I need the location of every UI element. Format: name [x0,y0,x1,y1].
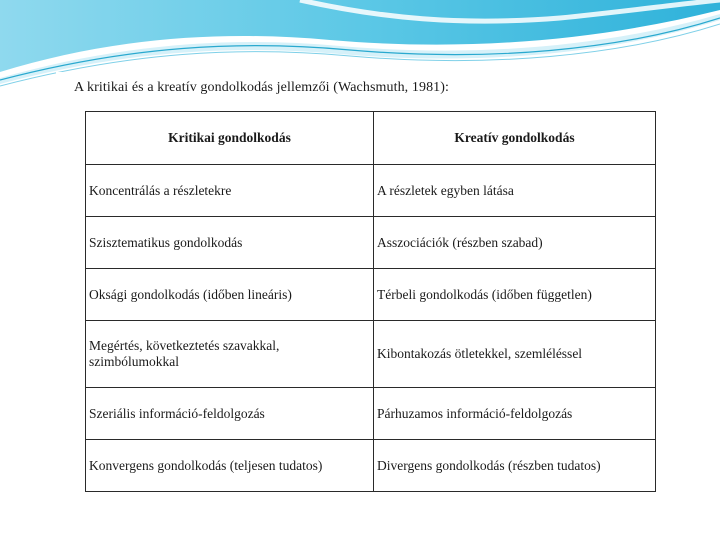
cell-creative: Kibontakozás ötletekkel, szemléléssel [374,321,656,388]
cell-creative: Térbeli gondolkodás (időben független) [374,269,656,321]
cell-critical: Szisztematikus gondolkodás [86,217,374,269]
table-row [86,217,656,269]
table-row [86,388,656,440]
table-row [86,165,656,217]
header-creative-thinking: Kreatív gondolkodás [374,112,656,165]
header-critical-thinking: Kritikai gondolkodás [86,112,374,165]
table-header-row [86,112,656,165]
cell-critical: Koncentrálás a részletekre [86,165,374,217]
table-row [86,440,656,492]
cell-creative: A részletek egyben látása [374,165,656,217]
table-caption: A kritikai és a kreatív gondolkodás jellemzői (Wachsmuth, 1981): [74,80,450,95]
cell-creative: Párhuzamos információ-feldolgozás [374,388,656,440]
comparison-table [85,111,656,492]
cell-creative: Asszociációk (részben szabad) [374,217,656,269]
cell-creative: Divergens gondolkodás (részben tudatos) [374,440,656,492]
table-row [86,321,656,388]
table-row [86,269,656,321]
cell-critical: Oksági gondolkodás (időben lineáris) [86,269,374,321]
cell-critical: Megértés, következtetés szavakkal, szimbólumokkal [86,321,374,388]
cell-critical: Konvergens gondolkodás (teljesen tudatos) [86,440,374,492]
cell-critical: Szeriális információ-feldolgozás [86,388,374,440]
